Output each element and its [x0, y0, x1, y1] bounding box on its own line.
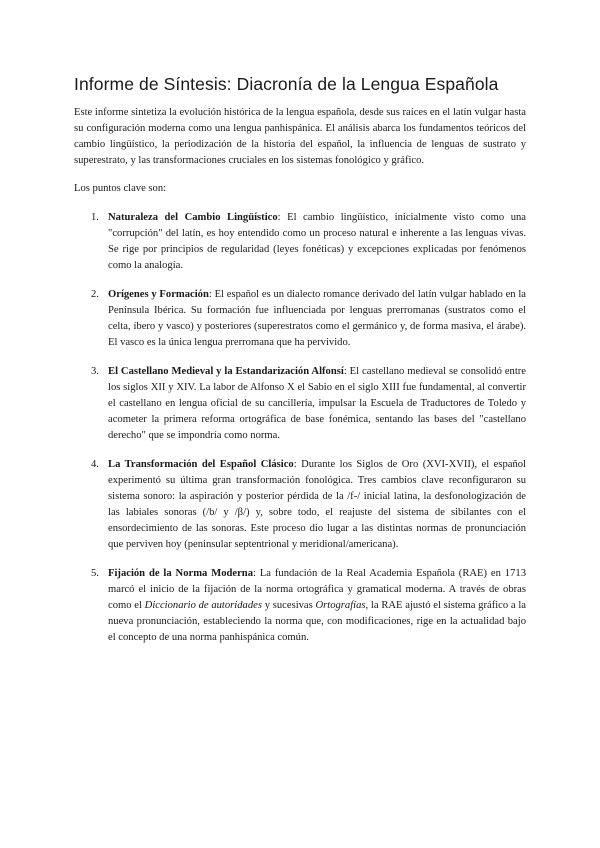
key-point-body: : Durante los Siglos de Oro (XVI-XVII), el español experimentó su última gran transformación fonológica. Tres cambios clave reconfiguraron su sistema sonoro: la aspiración y posterior pérdida de la /f-/ inicial latina, la desfonologización de las labiales sonoras (/b/ y /β/) y, sobre todo, el reajuste del sistema de sibilantes con el ensordecimiento de las sonoras. Este proceso dio lugar a las distintas normas de pronunciación que perviven hoy (peninsular septentrional y meridional/americana). [108, 459, 526, 550]
list-number: 1. [91, 212, 99, 223]
key-point-3 [74, 364, 526, 444]
list-number: 4. [91, 459, 99, 470]
key-point-body: : El español es un dialecto romance derivado del latín vulgar hablado en la Península Ibérica. Su formación fue influenciada por lenguas prerromanas (sustratos como el celta, íbero y vasco) y posteriores (superestratos como el germánico y, de forma masiva, el árabe). El vasco es la única lengua prerromana que ha pervivido. [108, 289, 527, 348]
key-point-body: y sucesivas [261, 600, 316, 611]
key-point-body: : El castellano medieval se consolidó entre los siglos XII y XIV. La labor de Alfonso X el Sabio en el siglo XIII fue fundamental, al convertir el castellano en lengua oficial de su cancillería, impulsar la Escuela de Traductores de Toledo y acometer la primera reforma ortográfica de base fonémica, sentando las bases del "castellano derecho" que se impondría como norma. [108, 366, 526, 441]
key-point-5 [74, 566, 526, 646]
intro-paragraph: Este informe sintetiza la evolución histórica de la lengua española, desde sus raíces en el latín vulgar hasta su configuración moderna como una lengua panhispánica. El análisis abarca los fundamentos teóricos del cambio lingüístico, la periodización de la historia del español, la influencia de lenguas de sustrato y superestrato, y las transformaciones cruciales en los sistemas fonológico y gráfico. [74, 107, 526, 166]
work-title-diccionario: Diccionario de autoridades [144, 600, 262, 611]
key-point-body: , la RAE ajustó el sistema gráfico a la nueva pronunciación, estableciendo la norma que, con modificaciones, rige en la actualidad bajo el concepto de una norma panhispánica común. [108, 600, 527, 643]
key-points-list [74, 210, 526, 646]
list-number: 2. [91, 289, 99, 300]
key-point-heading: Fijación de la Norma Moderna [108, 568, 253, 579]
key-point-heading: Naturaleza del Cambio Lingüístico [108, 212, 278, 223]
key-point-4 [74, 457, 526, 553]
document-title: Informe de Síntesis: Diacronía de la Lengua Española [74, 74, 499, 94]
key-point-body: : El cambio lingüístico, inicialmente visto como una "corrupción" del latín, es hoy entendido como un proceso natural e inherente a las lenguas vivas. Se rige por principios de regularidad (leyes fonéticas) y excepciones explicadas por fenómenos como la analogía. [108, 212, 526, 271]
key-point-heading: Orígenes y Formación [108, 289, 209, 300]
document-content [74, 72, 526, 659]
key-point-1 [74, 210, 526, 274]
key-point-2 [74, 287, 526, 351]
key-point-heading: La Transformación del Español Clásico [108, 459, 294, 470]
lead-sentence: Los puntos clave son: [74, 183, 167, 194]
key-point-heading: El Castellano Medieval y la Estandarización Alfonsí [108, 366, 344, 377]
list-number: 5. [91, 568, 99, 579]
key-point-body: : La fundación de la Real Academia Española (RAE) en 1713 marcó el inicio de la fijación de la norma ortográfica y gramatical moderna. A través de obras como el [108, 568, 526, 611]
list-number: 3. [91, 366, 99, 377]
work-title-ortografias: Ortografías [315, 600, 366, 611]
